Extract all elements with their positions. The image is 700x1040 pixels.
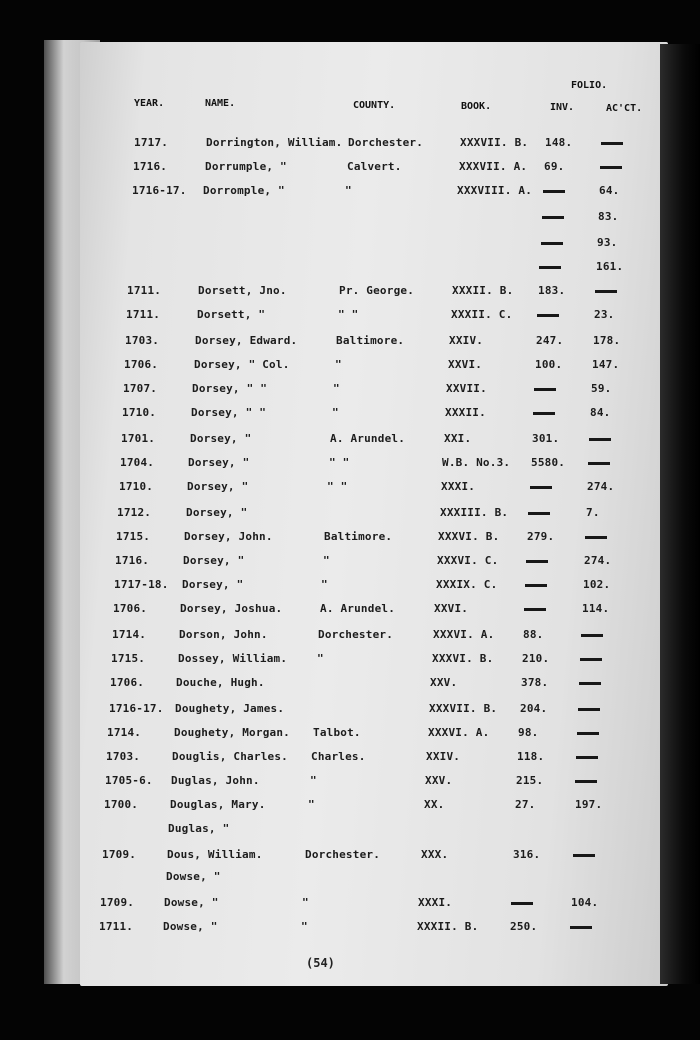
cell-book: XXXVII. B. xyxy=(429,702,498,715)
cell-inv: 316. xyxy=(513,848,541,861)
dash-mark xyxy=(526,560,548,563)
cell-book: W.B. No.3. xyxy=(442,456,511,469)
cell-name: Doughety, Morgan. xyxy=(174,726,290,739)
cell-acct xyxy=(580,652,602,665)
cell-book: XXVII. xyxy=(446,382,487,395)
cell-year: 1703. xyxy=(106,750,141,763)
dash-mark xyxy=(579,682,601,685)
cell-book: XXXVII. A. xyxy=(459,160,528,173)
cell-county: " xyxy=(301,920,308,933)
cell-year: 1709. xyxy=(100,896,135,909)
page-number: (54) xyxy=(306,956,335,970)
cell-acct: 84. xyxy=(590,406,611,419)
cell-name: Douglis, Charles. xyxy=(172,750,288,763)
cell-name: Dorsey, " " xyxy=(191,406,267,419)
dash-mark xyxy=(570,926,592,929)
cell-book: XXXII. B. xyxy=(417,920,479,933)
cell-year: 1712. xyxy=(117,506,152,519)
cell-inv: 183. xyxy=(538,284,566,297)
cell-county: " xyxy=(302,896,309,909)
cell-county: Dorchester. xyxy=(318,628,394,641)
cell-acct: 197. xyxy=(575,798,603,811)
cell-year: 1716-17. xyxy=(132,184,187,197)
cell-inv: 88. xyxy=(523,628,544,641)
cell-inv: 247. xyxy=(536,334,564,347)
cell-inv xyxy=(526,554,548,567)
cell-name: Dorsey, " Col. xyxy=(194,358,290,371)
cell-name: Dorsey, " xyxy=(187,480,249,493)
cell-inv: 5580. xyxy=(531,456,566,469)
dash-mark xyxy=(533,412,555,415)
cell-county: " xyxy=(308,798,315,811)
cell-name: Dorson, John. xyxy=(179,628,268,641)
cell-acct: 93. xyxy=(597,236,618,249)
cell-acct: 104. xyxy=(571,896,599,909)
cell-year: 1715. xyxy=(116,530,151,543)
cell-inv: 215. xyxy=(516,774,544,787)
cell-book: XXXVI. C. xyxy=(437,554,499,567)
dash-mark xyxy=(525,584,547,587)
cell-inv xyxy=(541,236,563,249)
header-inv: INV. xyxy=(550,102,575,113)
cell-acct xyxy=(601,136,623,149)
cell-book: XXXI. xyxy=(441,480,476,493)
cell-county: " " xyxy=(338,308,359,321)
cell-inv xyxy=(542,210,564,223)
cell-year: 1714. xyxy=(107,726,142,739)
cell-year: 1703. xyxy=(125,334,160,347)
dash-mark xyxy=(573,854,595,857)
cell-book: XXVI. xyxy=(434,602,469,615)
cell-county: A. Arundel. xyxy=(330,432,406,445)
cell-year: 1709. xyxy=(102,848,137,861)
cell-county: Charles. xyxy=(311,750,366,763)
dash-mark xyxy=(542,216,564,219)
cell-county: Dorchester. xyxy=(348,136,424,149)
cell-book: XXXVII. B. xyxy=(460,136,529,149)
cell-acct xyxy=(576,750,598,763)
cell-acct: 274. xyxy=(584,554,612,567)
cell-book: XXXII. xyxy=(445,406,486,419)
dash-mark xyxy=(530,486,552,489)
cell-acct xyxy=(600,160,622,173)
volume-right-edge xyxy=(660,44,700,984)
cell-book: XX. xyxy=(424,798,445,811)
cell-book: XXXVI. A. xyxy=(433,628,495,641)
cell-name: Dorrington, William. xyxy=(206,136,343,149)
cell-year: 1701. xyxy=(121,432,156,445)
cell-year: 1715. xyxy=(111,652,146,665)
dash-mark xyxy=(539,266,561,269)
cell-inv: 100. xyxy=(535,358,563,371)
cell-inv: 250. xyxy=(510,920,538,933)
dash-mark xyxy=(581,634,603,637)
cell-book: XXV. xyxy=(425,774,453,787)
cell-year: 1704. xyxy=(120,456,155,469)
header-year: YEAR. xyxy=(134,98,165,109)
cell-acct: 23. xyxy=(594,308,615,321)
cell-name: Dorsey, Joshua. xyxy=(180,602,283,615)
cell-name: Douglas, Mary. xyxy=(170,798,266,811)
cell-book: XXXVI. B. xyxy=(438,530,500,543)
cell-book: XXXII. B. xyxy=(452,284,514,297)
dash-mark xyxy=(577,732,599,735)
cell-inv: 98. xyxy=(518,726,539,739)
header-county: COUNTY. xyxy=(353,100,396,111)
cell-year: 1706. xyxy=(113,602,148,615)
dash-mark xyxy=(575,780,597,783)
cell-year: 1711. xyxy=(127,284,162,297)
dash-mark xyxy=(528,512,550,515)
dash-mark xyxy=(543,190,565,193)
cell-inv xyxy=(530,480,552,493)
cell-name: Dowse, " xyxy=(166,870,221,883)
cell-county: Talbot. xyxy=(313,726,361,739)
cell-inv: 210. xyxy=(522,652,550,665)
cell-book: XXXIX. C. xyxy=(436,578,498,591)
cell-name: Dorromple, " xyxy=(203,184,285,197)
cell-inv: 27. xyxy=(515,798,536,811)
cell-year: 1707. xyxy=(123,382,158,395)
cell-name: Dossey, William. xyxy=(178,652,288,665)
cell-inv: 148. xyxy=(545,136,573,149)
cell-inv xyxy=(534,382,556,395)
cell-inv: 118. xyxy=(517,750,545,763)
cell-year: 1716-17. xyxy=(109,702,164,715)
cell-county: " xyxy=(345,184,352,197)
cell-acct: 102. xyxy=(583,578,611,591)
cell-county: Pr. George. xyxy=(339,284,415,297)
cell-book: XXXVIII. A. xyxy=(457,184,533,197)
cell-acct: 274. xyxy=(587,480,615,493)
cell-year: 1716. xyxy=(115,554,150,567)
dash-mark xyxy=(541,242,563,245)
cell-acct xyxy=(578,702,600,715)
header-name: NAME. xyxy=(205,98,236,109)
cell-book: XXVI. xyxy=(448,358,483,371)
cell-acct: 7. xyxy=(586,506,600,519)
dash-mark xyxy=(511,902,533,905)
cell-county: Baltimore. xyxy=(324,530,393,543)
dash-mark xyxy=(578,708,600,711)
cell-acct: 83. xyxy=(598,210,619,223)
cell-book: XXV. xyxy=(430,676,458,689)
cell-name: Dorrumple, " xyxy=(205,160,287,173)
cell-county: Calvert. xyxy=(347,160,402,173)
cell-book: XXIV. xyxy=(426,750,461,763)
cell-acct xyxy=(579,676,601,689)
cell-county: " xyxy=(321,578,328,591)
cell-name: Dorsey, " xyxy=(182,578,244,591)
cell-acct xyxy=(595,284,617,297)
cell-name: Dorsett, Jno. xyxy=(198,284,287,297)
cell-name: Doughety, James. xyxy=(175,702,285,715)
cell-acct: 161. xyxy=(596,260,624,273)
cell-inv: 301. xyxy=(532,432,560,445)
cell-inv xyxy=(543,184,565,197)
cell-acct: 59. xyxy=(591,382,612,395)
cell-name: Dowse, " xyxy=(163,920,218,933)
cell-inv xyxy=(511,896,533,909)
cell-book: XXIV. xyxy=(449,334,484,347)
cell-year: 1717-18. xyxy=(114,578,169,591)
cell-inv xyxy=(525,578,547,591)
dash-mark xyxy=(537,314,559,317)
cell-year: 1711. xyxy=(126,308,161,321)
cell-acct xyxy=(577,726,599,739)
cell-year: 1710. xyxy=(119,480,154,493)
cell-acct xyxy=(581,628,603,641)
cell-book: XXX. xyxy=(421,848,449,861)
cell-year: 1716. xyxy=(133,160,168,173)
header-folio: FOLIO. xyxy=(571,80,608,91)
cell-name: Douche, Hugh. xyxy=(176,676,265,689)
dash-mark xyxy=(524,608,546,611)
dash-mark xyxy=(580,658,602,661)
cell-year: 1710. xyxy=(122,406,157,419)
cell-acct xyxy=(585,530,607,543)
cell-county: " xyxy=(332,406,339,419)
cell-county: A. Arundel. xyxy=(320,602,396,615)
cell-inv: 69. xyxy=(544,160,565,173)
header-acct: AC'CT. xyxy=(606,103,643,114)
cell-acct xyxy=(573,848,595,861)
cell-book: XXXVI. B. xyxy=(432,652,494,665)
cell-inv xyxy=(533,406,555,419)
cell-inv xyxy=(539,260,561,273)
cell-acct xyxy=(588,456,610,469)
cell-year: 1714. xyxy=(112,628,147,641)
cell-inv xyxy=(528,506,550,519)
cell-inv xyxy=(524,602,546,615)
cell-county: " " xyxy=(327,480,348,493)
cell-county: Baltimore. xyxy=(336,334,405,347)
cell-county: " " xyxy=(329,456,350,469)
cell-county: " xyxy=(335,358,342,371)
dash-mark xyxy=(576,756,598,759)
cell-name: Dorsey, " xyxy=(183,554,245,567)
cell-name: Duglas, John. xyxy=(171,774,260,787)
cell-inv: 279. xyxy=(527,530,555,543)
cell-book: XXXIII. B. xyxy=(440,506,509,519)
cell-inv: 378. xyxy=(521,676,549,689)
cell-year: 1700. xyxy=(104,798,139,811)
dash-mark xyxy=(534,388,556,391)
cell-year: 1705-6. xyxy=(105,774,153,787)
cell-name: Dorsey, " xyxy=(188,456,250,469)
cell-county: " xyxy=(333,382,340,395)
cell-name: Dorsey, " xyxy=(190,432,252,445)
cell-name: Dorsey, " xyxy=(186,506,248,519)
cell-inv: 204. xyxy=(520,702,548,715)
cell-name: Dowse, " xyxy=(164,896,219,909)
cell-book: XXI. xyxy=(444,432,472,445)
cell-year: 1717. xyxy=(134,136,169,149)
dash-mark xyxy=(589,438,611,441)
cell-county: " xyxy=(310,774,317,787)
cell-name: Dorsey, " " xyxy=(192,382,268,395)
dash-mark xyxy=(601,142,623,145)
dash-mark xyxy=(595,290,617,293)
cell-book: XXXI. xyxy=(418,896,453,909)
cell-name: Dorsey, Edward. xyxy=(195,334,298,347)
cell-acct xyxy=(589,432,611,445)
cell-acct xyxy=(570,920,592,933)
cell-year: 1706. xyxy=(110,676,145,689)
cell-name: Dous, William. xyxy=(167,848,263,861)
cell-name: Duglas, " xyxy=(168,822,230,835)
header-book: BOOK. xyxy=(461,101,492,112)
cell-county: " xyxy=(317,652,324,665)
dash-mark xyxy=(585,536,607,539)
cell-year: 1706. xyxy=(124,358,159,371)
cell-acct xyxy=(575,774,597,787)
cell-acct: 114. xyxy=(582,602,610,615)
cell-name: Dorsett, " xyxy=(197,308,266,321)
cell-inv xyxy=(537,308,559,321)
dash-mark xyxy=(588,462,610,465)
cell-acct: 64. xyxy=(599,184,620,197)
cell-acct: 178. xyxy=(593,334,621,347)
cell-book: XXXVI. A. xyxy=(428,726,490,739)
dash-mark xyxy=(600,166,622,169)
cell-county: Dorchester. xyxy=(305,848,381,861)
cell-year: 1711. xyxy=(99,920,134,933)
cell-name: Dorsey, John. xyxy=(184,530,273,543)
cell-book: XXXII. C. xyxy=(451,308,513,321)
cell-acct: 147. xyxy=(592,358,620,371)
cell-county: " xyxy=(323,554,330,567)
